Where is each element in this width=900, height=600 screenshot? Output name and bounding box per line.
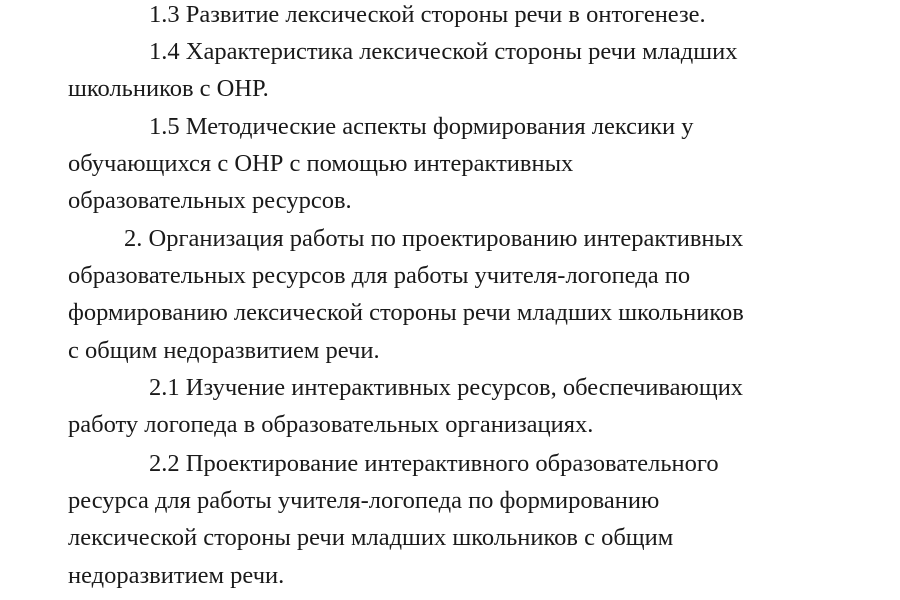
toc-line: ресурса для работы учителя-логопеда по формированию — [68, 487, 660, 514]
toc-line: с общим недоразвитием речи. — [68, 337, 380, 364]
toc-line: 2.1 Изучение интерактивных ресурсов, обеспечивающих — [149, 374, 744, 401]
toc-line: лексической стороны речи младших школьников с общим — [68, 524, 674, 551]
toc-line: школьников с ОНР. — [68, 75, 269, 102]
toc-line: 1.4 Характеристика лексической стороны речи младших — [149, 38, 738, 65]
toc-line: недоразвитием речи. — [68, 562, 285, 589]
toc-line: работу логопеда в образовательных организациях. — [68, 411, 594, 438]
toc-line: 1.3 Развитие лексической стороны речи в онтогенезе. — [149, 1, 706, 28]
toc-line: обучающихся с ОНР с помощью интерактивных — [68, 150, 574, 177]
toc-line: формированию лексической стороны речи младших школьников — [68, 299, 744, 326]
toc-line: 1.5 Методические аспекты формирования лексики у — [149, 113, 694, 140]
toc-line: 2.2 Проектирование интерактивного образовательного — [149, 450, 719, 477]
toc-line: образовательных ресурсов для работы учителя-логопеда по — [68, 262, 691, 289]
toc-line: образовательных ресурсов. — [68, 187, 352, 214]
toc-line: 2. Организация работы по проектированию интерактивных — [124, 225, 744, 252]
